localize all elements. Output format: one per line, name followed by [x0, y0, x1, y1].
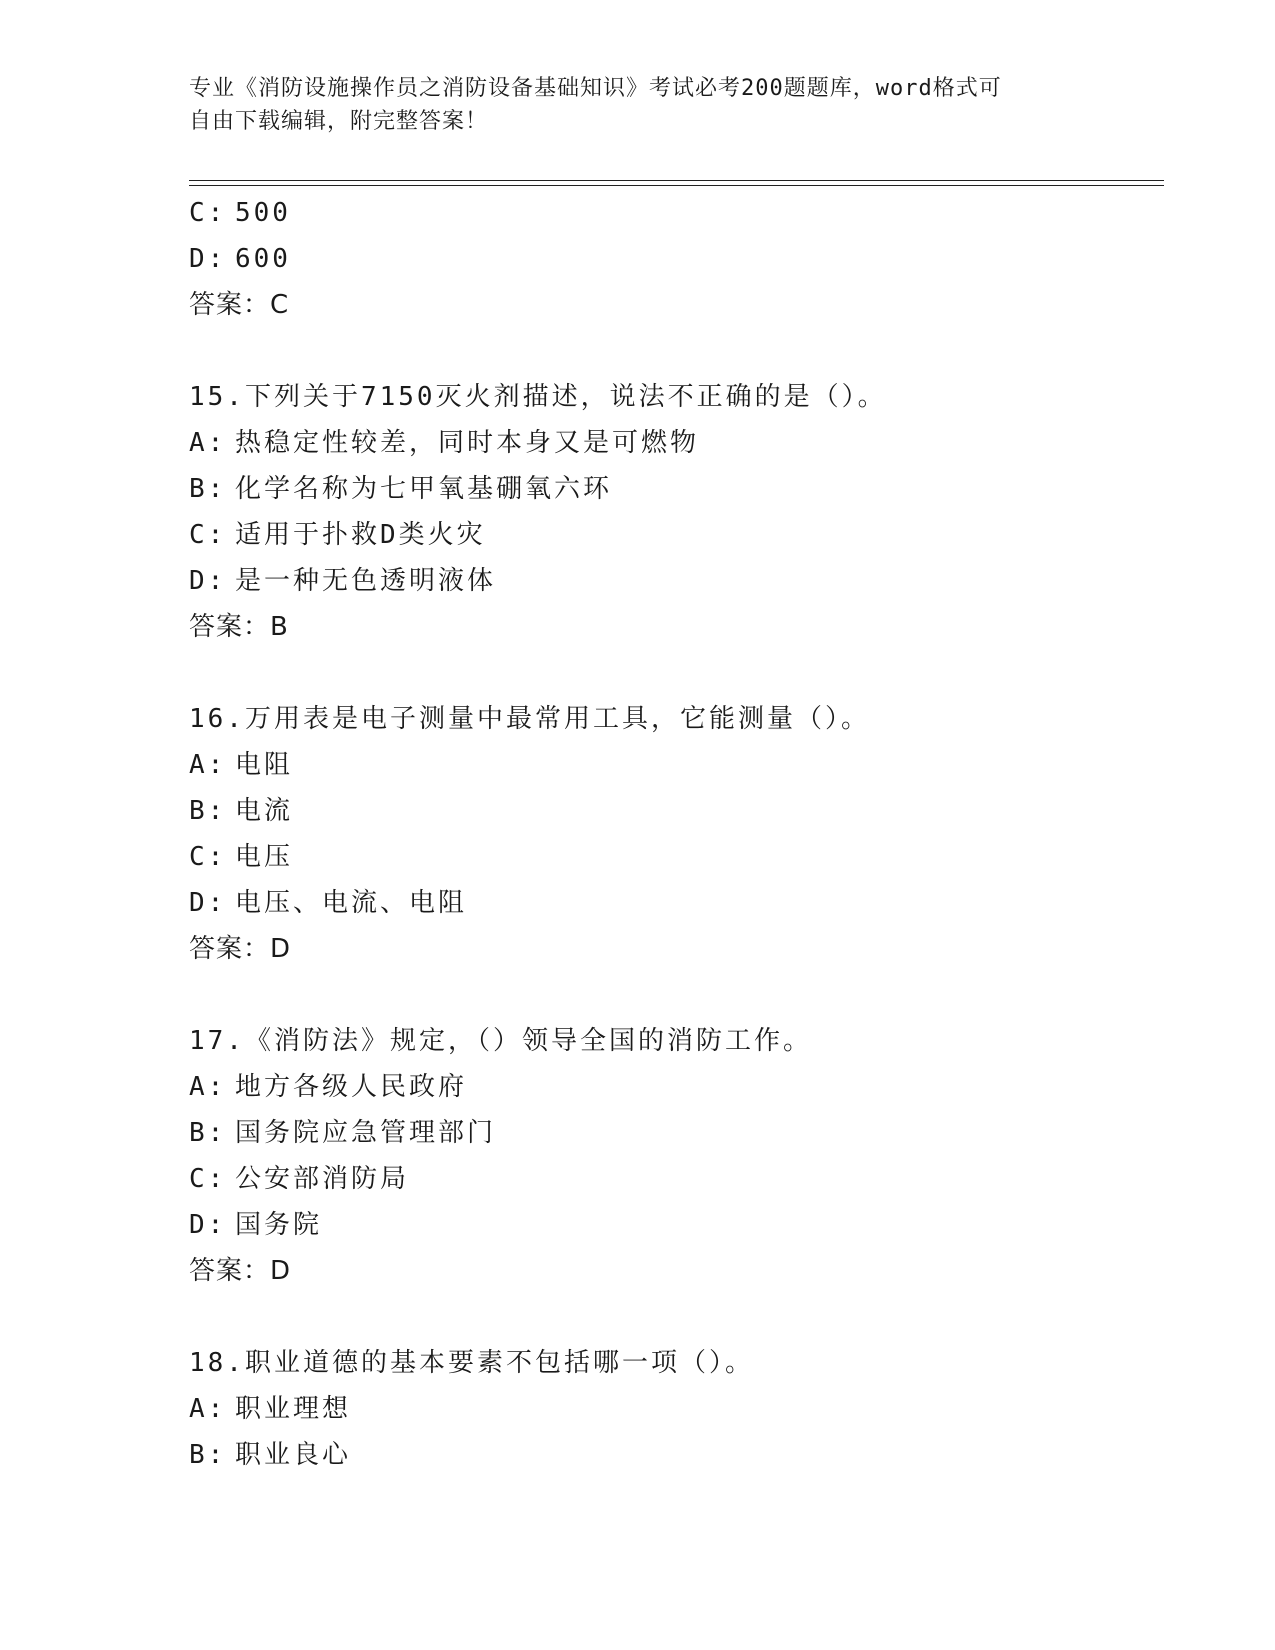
header-divider-bottom — [189, 185, 1164, 186]
option-label: D: — [189, 888, 227, 918]
option-text: 职业良心 — [235, 1440, 352, 1470]
answer-line: 答案：D — [189, 1256, 292, 1286]
option-label: B: — [189, 796, 227, 826]
spacer — [189, 328, 1149, 374]
option-label: B: — [189, 474, 227, 504]
option-text: 500 — [235, 198, 291, 228]
question-stem: 18.职业道德的基本要素不包括哪一项（）。 — [189, 1348, 754, 1378]
spacer — [189, 1294, 1149, 1340]
option-text: 热稳定性较差，同时本身又是可燃物 — [235, 428, 700, 458]
option-a — [189, 1386, 1149, 1432]
option-b — [189, 1432, 1149, 1478]
option-text: 国务院应急管理部门 — [235, 1118, 497, 1148]
answer-line: 答案：B — [189, 612, 289, 642]
option-text: 电压、电流、电阻 — [235, 888, 468, 918]
question-18 — [189, 1340, 1149, 1478]
option-label: A: — [189, 1394, 227, 1424]
question-16 — [189, 696, 1149, 972]
option-a — [189, 420, 1149, 466]
option-text: 适用于扑救D类火灾 — [235, 520, 486, 550]
option-label: D: — [189, 244, 227, 274]
option-b — [189, 788, 1149, 834]
question-15 — [189, 374, 1149, 650]
option-c — [189, 834, 1149, 880]
header-title-line-1: 专业《消防设施操作员之消防设备基础知识》考试必考200题题库，word格式可 — [189, 76, 1002, 101]
option-c — [189, 190, 1149, 236]
option-text: 电压 — [235, 842, 294, 872]
option-text: 是一种无色透明液体 — [235, 566, 497, 596]
question-list — [189, 190, 1149, 1478]
option-text: 电流 — [235, 796, 294, 826]
option-label: A: — [189, 428, 227, 458]
option-label: C: — [189, 842, 227, 872]
option-label: A: — [189, 750, 227, 780]
option-d — [189, 236, 1149, 282]
option-label: C: — [189, 198, 227, 228]
option-b — [189, 466, 1149, 512]
option-text: 地方各级人民政府 — [235, 1072, 468, 1102]
option-d — [189, 1202, 1149, 1248]
question-stem: 15.下列关于7150灭火剂描述，说法不正确的是（）。 — [189, 382, 887, 412]
option-label: D: — [189, 566, 227, 596]
option-label: B: — [189, 1118, 227, 1148]
option-text: 国务院 — [235, 1210, 323, 1240]
header-divider-top — [189, 180, 1164, 181]
option-c — [189, 1156, 1149, 1202]
header-title-line-2: 自由下载编辑，附完整答案！ — [189, 109, 489, 134]
spacer — [189, 650, 1149, 696]
option-text: 职业理想 — [235, 1394, 352, 1424]
option-a — [189, 1064, 1149, 1110]
option-d — [189, 880, 1149, 926]
option-text: 600 — [235, 244, 291, 274]
option-text: 化学名称为七甲氧基硼氧六环 — [235, 474, 613, 504]
option-text: 公安部消防局 — [235, 1164, 410, 1194]
option-label: C: — [189, 520, 227, 550]
answer-line: 答案：C — [189, 290, 290, 320]
option-label: D: — [189, 1210, 227, 1240]
question-17 — [189, 1018, 1149, 1294]
question-stem: 17.《消防法》规定，（）领导全国的消防工作。 — [189, 1026, 812, 1056]
spacer — [189, 972, 1149, 1018]
option-label: A: — [189, 1072, 227, 1102]
option-d — [189, 558, 1149, 604]
option-b — [189, 1110, 1149, 1156]
option-c — [189, 512, 1149, 558]
question-14-continued — [189, 190, 1149, 328]
document-header — [189, 72, 1089, 138]
option-label: C: — [189, 1164, 227, 1194]
option-text: 电阻 — [235, 750, 294, 780]
question-stem: 16.万用表是电子测量中最常用工具，它能测量（）。 — [189, 704, 870, 734]
answer-line: 答案：D — [189, 934, 292, 964]
option-a — [189, 742, 1149, 788]
option-label: B: — [189, 1440, 227, 1470]
